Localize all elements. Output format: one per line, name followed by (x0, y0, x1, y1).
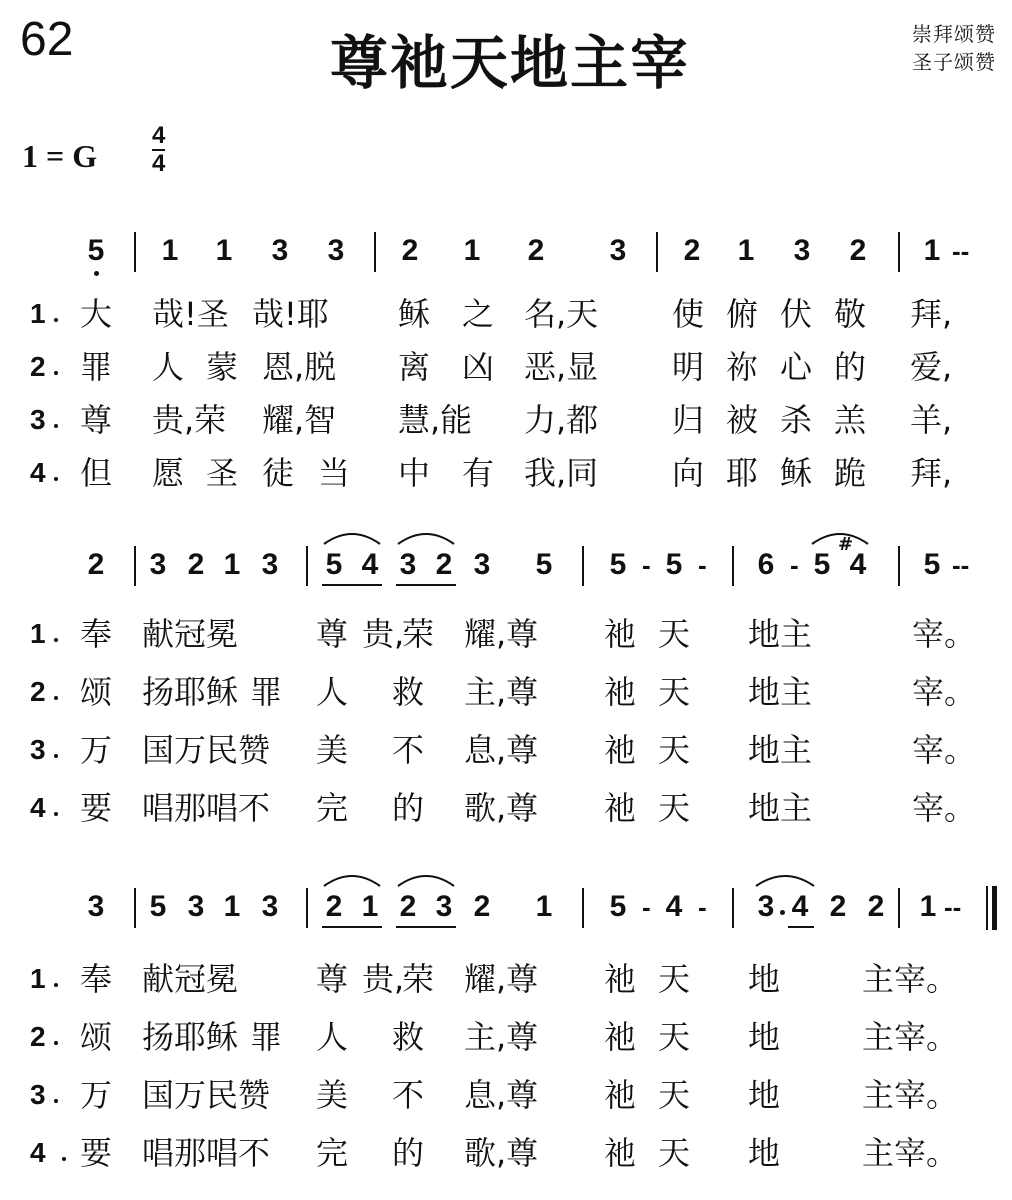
hold-dash: -- (944, 892, 962, 922)
note: 1 (215, 234, 233, 267)
barline (732, 546, 734, 586)
lyric: 尊 (316, 615, 349, 653)
lyric: 恩,脱 (262, 348, 337, 386)
note: 2 (325, 890, 343, 923)
note: 6 (757, 548, 775, 581)
lyric: 宰。 (912, 673, 977, 711)
hymn-title: 尊祂天地主宰 (330, 29, 691, 97)
barline (134, 232, 136, 272)
barline (134, 888, 136, 928)
lyric: 名,天 (524, 295, 599, 333)
lyric: 祂 (604, 1018, 637, 1056)
barline (898, 546, 900, 586)
hymn-number: 62 (20, 13, 74, 66)
verse-dot (54, 696, 58, 700)
verse-number: 3 (30, 734, 46, 765)
slur (396, 872, 456, 888)
note: 1 (737, 234, 755, 267)
lyric: 慧,能 (398, 401, 473, 439)
lyric: 天 (658, 615, 691, 653)
note: 2 (435, 548, 453, 581)
lyric: 息,尊 (464, 731, 539, 769)
lyric: 的 (834, 348, 867, 386)
note: 2 (867, 890, 885, 923)
lyric: 耀,尊 (464, 615, 539, 653)
note: 3 (87, 890, 105, 923)
lyric: 主宰。 (862, 1076, 959, 1114)
note: 5 (665, 548, 683, 581)
note: 3 (261, 548, 279, 581)
slur (322, 530, 382, 546)
lyric: 荣 (402, 960, 435, 998)
lyric: 贵,荣 (152, 401, 227, 439)
barline (582, 546, 584, 586)
lyric: 祂 (604, 1076, 637, 1114)
hold-dash: -- (952, 550, 970, 580)
lyric: 徒 (262, 454, 295, 492)
note: 4 (849, 548, 867, 581)
note: 2 (87, 548, 105, 581)
lyric: 祂 (604, 731, 637, 769)
barline (306, 546, 308, 586)
lyric: 杀 (780, 401, 813, 439)
note: 3 (149, 548, 167, 581)
note: 3 (473, 548, 491, 581)
barline (732, 888, 734, 928)
note: 3 (609, 234, 627, 267)
lyric: 美 (316, 731, 349, 769)
lyric: 耀,尊 (464, 960, 539, 998)
lyric: 奉 (80, 960, 113, 998)
lyric: 荣 (402, 615, 435, 653)
barline (134, 546, 136, 586)
note: 3 (435, 890, 453, 923)
lyric: 祢 (726, 348, 759, 386)
lyric: 唱那唱不 (142, 789, 271, 827)
lyric: 人 (152, 348, 185, 386)
underline-beam (322, 926, 382, 928)
lyric: 天 (658, 673, 691, 711)
lyric: 歌,尊 (464, 1134, 539, 1172)
note: 2 (849, 234, 867, 267)
note: 5 (609, 548, 627, 581)
lyric: 宰。 (912, 615, 977, 653)
lyric: 贵, (362, 960, 405, 998)
verse-dot (54, 1099, 58, 1103)
underline-beam (396, 926, 456, 928)
lyric: 羊, (910, 401, 953, 439)
lyric: 美 (316, 1076, 349, 1114)
lyric: 哉!圣 (152, 295, 229, 333)
lyric: 要 (80, 789, 113, 827)
lyric: 明 (672, 348, 705, 386)
lyric: 主,尊 (464, 1018, 539, 1056)
lyric: 地 (748, 1076, 781, 1114)
lyric: 祂 (604, 1134, 637, 1172)
note: 1 (223, 890, 241, 923)
verse-number: 2 (30, 676, 46, 707)
sharp-sign: # (838, 534, 854, 555)
underline-beam (396, 584, 456, 586)
lyric: 使 (672, 295, 705, 333)
lyric: 罪 (250, 673, 283, 711)
hold-dash: -- (952, 236, 970, 266)
note: 2 (473, 890, 491, 923)
note: 1 (463, 234, 481, 267)
lyric: 天 (658, 1134, 691, 1172)
note: 5 (535, 548, 553, 581)
low-octave-dot (94, 271, 99, 276)
note: 1 (923, 234, 941, 267)
lyric: 爱, (910, 348, 953, 386)
lyric: 救 (392, 1018, 425, 1056)
note: 1 (919, 890, 937, 923)
lyric: 要 (80, 1134, 113, 1172)
verse-number: 1 (30, 298, 46, 329)
verse-dot (54, 812, 58, 816)
verse-number: 2 (30, 351, 46, 382)
verse-number: 2 (30, 1021, 46, 1052)
lyric: 跪 (834, 454, 867, 492)
underline-beam (788, 926, 814, 928)
note: 2 (401, 234, 419, 267)
lyric: 扬耶稣 (142, 673, 239, 711)
barline (656, 232, 658, 272)
lyric: 地 (748, 1018, 781, 1056)
lyric: 不 (392, 731, 425, 769)
slur (754, 872, 816, 888)
slur (322, 872, 382, 888)
verse-number: 4 (30, 792, 46, 823)
verse-dot (54, 371, 58, 375)
key-signature: 1 = G (22, 138, 98, 174)
time-signature-bottom: 4 (152, 150, 166, 177)
note: 1 (535, 890, 553, 923)
lyric: 敬 (834, 295, 867, 333)
note: 5 (609, 890, 627, 923)
barline (374, 232, 376, 272)
lyric: 献冠冕 (142, 615, 239, 653)
lyric: 当 (318, 454, 351, 492)
lyric: 贵, (362, 615, 405, 653)
note: 4 (791, 890, 809, 923)
verse-number: 1 (30, 618, 46, 649)
lyric: 拜, (910, 295, 953, 333)
lyric: 之 (462, 295, 495, 333)
verse-number: 4 (30, 1137, 46, 1168)
lyric: 奉 (80, 615, 113, 653)
lyric: 天 (658, 731, 691, 769)
lyric: 拜, (910, 454, 953, 492)
lyric: 我,同 (524, 454, 599, 492)
slur (396, 530, 456, 546)
augmentation-dot (780, 910, 785, 915)
lyric: 献冠冕 (142, 960, 239, 998)
lyric: 完 (316, 1134, 349, 1172)
lyric: 主宰。 (862, 960, 959, 998)
lyric: 中 (398, 454, 431, 492)
barline (582, 888, 584, 928)
verse-number: 3 (30, 1079, 46, 1110)
verse-dot (54, 318, 58, 322)
final-barline-thick (992, 886, 997, 930)
note: 5 (813, 548, 831, 581)
lyric: 羔 (834, 401, 867, 439)
note: 3 (261, 890, 279, 923)
lyric: 扬耶稣 (142, 1018, 239, 1056)
lyric: 地 (748, 1134, 781, 1172)
lyric: 离 (398, 348, 431, 386)
time-signature (152, 124, 165, 176)
lyric: 天 (658, 789, 691, 827)
lyric: 地主 (748, 673, 813, 711)
lyric: 宰。 (912, 731, 977, 769)
lyric: 罪 (250, 1018, 283, 1056)
lyric: 愿 (152, 454, 185, 492)
lyric: 歌,尊 (464, 789, 539, 827)
verse-number: 4 (30, 457, 46, 488)
lyric: 唱那唱不 (142, 1134, 271, 1172)
lyric: 被 (726, 401, 759, 439)
lyric: 颂 (80, 673, 113, 711)
lyric: 宰。 (912, 789, 977, 827)
note: 3 (793, 234, 811, 267)
lyric: 地 (748, 960, 781, 998)
note: 5 (923, 548, 941, 581)
lyric: 地主 (748, 789, 813, 827)
hold-dash: - (698, 892, 707, 922)
lyric: 人 (316, 673, 349, 711)
lyric: 归 (672, 401, 705, 439)
lyric: 俯 (726, 295, 759, 333)
note: 3 (757, 890, 775, 923)
barline (898, 232, 900, 272)
lyric: 祂 (604, 673, 637, 711)
lyric: 完 (316, 789, 349, 827)
lyric: 向 (672, 454, 705, 492)
lyric: 祂 (604, 960, 637, 998)
note: 1 (161, 234, 179, 267)
barline (898, 888, 900, 928)
lyric: 的 (392, 1134, 425, 1172)
lyric: 祂 (604, 615, 637, 653)
time-signature-top: 4 (152, 122, 166, 149)
barline (306, 888, 308, 928)
lyric: 有 (462, 454, 495, 492)
note: 3 (187, 890, 205, 923)
note: 1 (361, 890, 379, 923)
lyric: 主宰。 (862, 1134, 959, 1172)
verse-dot (54, 754, 58, 758)
lyric: 国万民赞 (142, 731, 271, 769)
note: 5 (87, 234, 105, 267)
hold-dash: - (790, 550, 799, 580)
lyric: 恶,显 (524, 348, 599, 386)
verse-dot (54, 477, 58, 481)
lyric: 地主 (748, 615, 813, 653)
verse-dot (54, 638, 58, 642)
lyric: 心 (780, 348, 813, 386)
note: 3 (327, 234, 345, 267)
hold-dash: - (642, 550, 651, 580)
lyric: 力,都 (524, 401, 599, 439)
note: 2 (829, 890, 847, 923)
lyric: 不 (392, 1076, 425, 1114)
lyric: 万 (80, 1076, 113, 1114)
verse-dot (54, 983, 58, 987)
lyric: 尊 (80, 401, 113, 439)
note: 2 (187, 548, 205, 581)
lyric: 天 (658, 1018, 691, 1056)
note: 4 (665, 890, 683, 923)
lyric: 大 (80, 295, 113, 333)
lyric: 万 (80, 731, 113, 769)
lyric: 稣 (398, 295, 431, 333)
verse-dot (62, 1157, 66, 1161)
lyric: 圣 (206, 454, 239, 492)
note: 4 (361, 548, 379, 581)
lyric: 主宰。 (862, 1018, 959, 1056)
lyric: 天 (658, 960, 691, 998)
note: 3 (271, 234, 289, 267)
lyric: 伏 (780, 295, 813, 333)
note: 1 (223, 548, 241, 581)
lyric: 祂 (604, 789, 637, 827)
note: 2 (399, 890, 417, 923)
lyric: 地主 (748, 731, 813, 769)
hold-dash: - (698, 550, 707, 580)
note: 2 (527, 234, 545, 267)
lyric: 尊 (316, 960, 349, 998)
lyric: 凶 (462, 348, 495, 386)
subcategory-label: 圣子颂赞 (912, 50, 996, 74)
lyric: 国万民赞 (142, 1076, 271, 1114)
note: 3 (399, 548, 417, 581)
lyric: 耶 (726, 454, 759, 492)
lyric: 天 (658, 1076, 691, 1114)
lyric: 但 (80, 454, 113, 492)
lyric: 人 (316, 1018, 349, 1056)
verse-number: 3 (30, 404, 46, 435)
verse-number: 1 (30, 963, 46, 994)
category-label: 崇拜颂赞 (912, 22, 996, 46)
slur (810, 530, 870, 546)
lyric: 救 (392, 673, 425, 711)
underline-beam (322, 584, 382, 586)
lyric: 的 (392, 789, 425, 827)
lyric: 主,尊 (464, 673, 539, 711)
verse-dot (54, 424, 58, 428)
lyric: 蒙 (206, 348, 239, 386)
note: 5 (325, 548, 343, 581)
lyric: 耀,智 (262, 401, 337, 439)
verse-dot (54, 1041, 58, 1045)
lyric: 颂 (80, 1018, 113, 1056)
lyric: 息,尊 (464, 1076, 539, 1114)
lyric: 哉!耶 (252, 295, 329, 333)
hold-dash: - (642, 892, 651, 922)
note: 5 (149, 890, 167, 923)
note: 2 (683, 234, 701, 267)
final-barline-thin (986, 886, 988, 930)
lyric: 稣 (780, 454, 813, 492)
lyric: 罪 (80, 348, 113, 386)
